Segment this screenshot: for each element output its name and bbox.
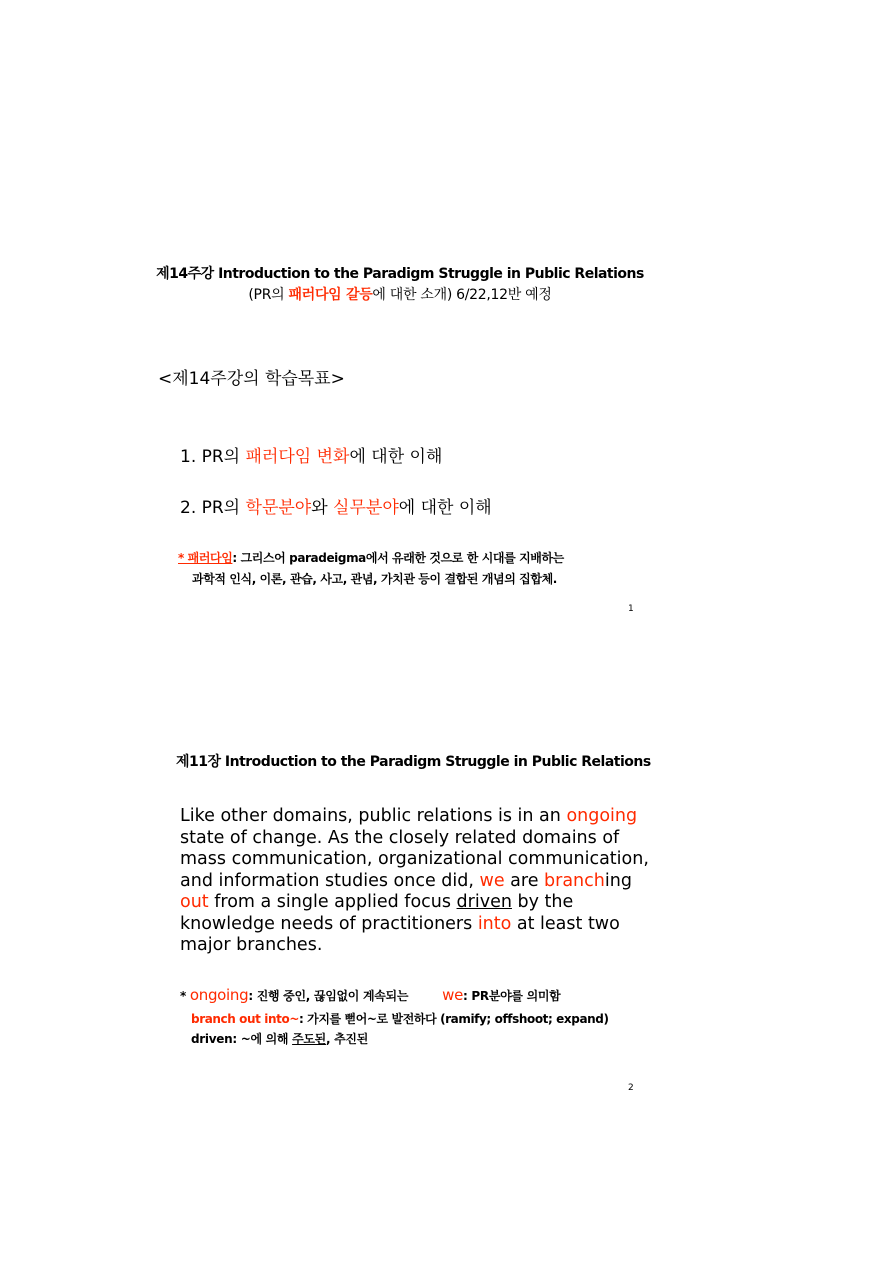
paradigm-note-text: : 그리스어 paradeigma에서 유래한 것으로 한 시대를 지배하는 bbox=[232, 551, 564, 565]
slide1-subtitle bbox=[0, 284, 800, 304]
vocab-we: we bbox=[442, 986, 464, 1004]
subtitle-highlight: 패러다임 갈등 bbox=[288, 287, 373, 303]
text-run: are bbox=[504, 870, 545, 891]
paradigm-note-line-2: 과학적 인식, 이론, 관습, 사고, 관념, 가치관 등이 결합된 개념의 집합체. bbox=[192, 572, 557, 586]
text-run: Like other domains, public relations is in an bbox=[180, 806, 567, 826]
objective-2-middle: 와 bbox=[311, 498, 334, 518]
vocab-note-3 bbox=[191, 1030, 368, 1047]
subtitle-suffix: 에 대한 소개) 6/22,12반 예정 bbox=[372, 287, 552, 303]
text-run: knowledge needs of practitioners bbox=[180, 913, 478, 934]
paradigm-note-marker: * 패러다임 bbox=[178, 551, 233, 565]
vocab-we-def: : PR분야를 의미함 bbox=[463, 989, 561, 1003]
underlined-driven: driven bbox=[456, 892, 512, 912]
subtitle-prefix: (PR의 bbox=[248, 287, 289, 303]
vocab-driven: driven: ~에 의해 bbox=[191, 1032, 293, 1046]
note-star: * bbox=[180, 989, 190, 1003]
highlight-branch: branch bbox=[544, 870, 605, 891]
objective-1-prefix: 1. PR의 bbox=[180, 447, 246, 467]
paragraph-line-3: mass communication, organizational communication, bbox=[180, 849, 649, 869]
objective-1 bbox=[180, 442, 442, 467]
vocab-note-2 bbox=[191, 1010, 609, 1027]
text-run: ing bbox=[604, 870, 632, 891]
text-run: from a single applied focus bbox=[208, 892, 457, 912]
objective-2-highlight-1: 학문분야 bbox=[245, 498, 312, 518]
slide2-paragraph bbox=[180, 806, 650, 957]
learning-objectives-heading: <제14주강의 학습목표> bbox=[158, 369, 345, 389]
objective-2-prefix: 2. PR의 bbox=[180, 498, 246, 518]
paragraph-line-7: major branches. bbox=[180, 935, 323, 955]
vocab-driven-underlined: 주도된 bbox=[292, 1032, 326, 1046]
text-run: and information studies once did, bbox=[180, 870, 480, 891]
vocab-ongoing-def: : 진행 중인, 끊임없이 계속되는 bbox=[248, 989, 409, 1003]
slide1-title: 제14주강 Introduction to the Paradigm Struggle in Public Relations bbox=[156, 266, 644, 282]
paragraph-line-6 bbox=[180, 914, 650, 936]
text-run: at least two bbox=[511, 913, 620, 934]
objective-1-suffix: 에 대한 이해 bbox=[349, 447, 443, 467]
objective-2-highlight-2: 실무분야 bbox=[333, 498, 399, 518]
paragraph-line-2: state of change. As the closely related domains of bbox=[180, 827, 620, 848]
paragraph-line-1 bbox=[180, 806, 650, 828]
vocab-note-1 bbox=[180, 986, 560, 1004]
objective-2-suffix: 에 대한 이해 bbox=[398, 498, 492, 518]
text-run: by the bbox=[511, 892, 574, 912]
paragraph-line-5 bbox=[180, 892, 650, 914]
vocab-branch-out-def: : 가지를 뻗어~로 발전하다 (ramify; offshoot; expand) bbox=[298, 1012, 609, 1026]
objective-2 bbox=[180, 493, 492, 518]
slide2-title: 제11장 Introduction to the Paradigm Struggle in Public Relations bbox=[176, 754, 651, 770]
highlight-we: we bbox=[479, 870, 505, 891]
page-number-1: 1 bbox=[628, 604, 634, 614]
objective-1-highlight: 패러다임 변화 bbox=[245, 447, 350, 467]
vocab-ongoing: ongoing bbox=[189, 986, 249, 1004]
highlight-ongoing: ongoing bbox=[566, 806, 638, 826]
page-number-2: 2 bbox=[628, 1083, 634, 1093]
paragraph-line-4 bbox=[180, 871, 650, 893]
vocab-branch-out: branch out into~ bbox=[191, 1012, 299, 1026]
vocab-driven-def: , 추진된 bbox=[325, 1032, 368, 1046]
highlight-out: out bbox=[180, 892, 209, 912]
highlight-into: into bbox=[477, 913, 512, 934]
paradigm-note-line-1 bbox=[178, 549, 564, 566]
